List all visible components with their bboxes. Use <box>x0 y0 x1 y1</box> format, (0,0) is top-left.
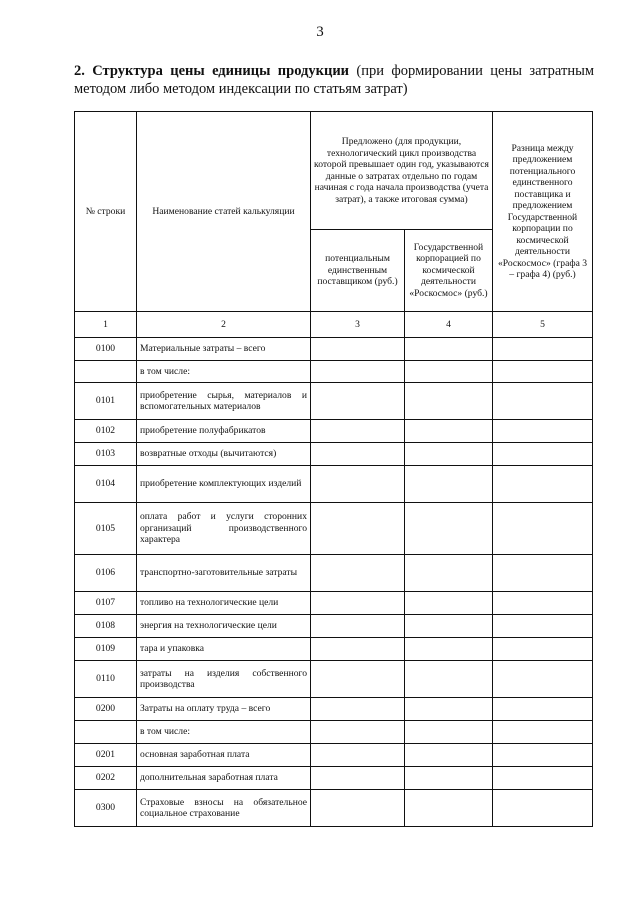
cell-difference <box>493 698 593 721</box>
table-row <box>75 661 593 698</box>
cell-roscosmos <box>405 592 493 615</box>
cell-roscosmos <box>405 790 493 827</box>
cell-supplier <box>311 790 405 827</box>
section-title <box>74 62 594 98</box>
cell-supplier <box>311 503 405 555</box>
header-item-name: Наименование статей калькуляции <box>137 112 311 312</box>
cell-supplier <box>311 661 405 698</box>
row-code: 0101 <box>75 383 137 420</box>
cell-difference <box>493 555 593 592</box>
table-row <box>75 443 593 466</box>
price-structure-table <box>74 111 593 827</box>
cell-roscosmos <box>405 661 493 698</box>
cell-roscosmos <box>405 615 493 638</box>
table-row <box>75 615 593 638</box>
row-code: 0109 <box>75 638 137 661</box>
row-code: 0104 <box>75 466 137 503</box>
cell-difference <box>493 338 593 361</box>
row-code: 0108 <box>75 615 137 638</box>
cell-difference <box>493 383 593 420</box>
table-row <box>75 466 593 503</box>
row-name: транспортно-заготовительные затраты <box>137 555 311 592</box>
table-row <box>75 361 593 383</box>
row-code: 0105 <box>75 503 137 555</box>
cell-supplier <box>311 721 405 744</box>
cell-difference <box>493 615 593 638</box>
row-code: 0100 <box>75 338 137 361</box>
cell-supplier <box>311 767 405 790</box>
cell-supplier <box>311 744 405 767</box>
row-code: 0200 <box>75 698 137 721</box>
cell-roscosmos <box>405 721 493 744</box>
row-code <box>75 361 137 383</box>
cell-difference <box>493 790 593 827</box>
cell-roscosmos <box>405 361 493 383</box>
cell-supplier <box>311 638 405 661</box>
row-name: приобретение комплектующих изделий <box>137 466 311 503</box>
cell-supplier <box>311 420 405 443</box>
table-row <box>75 698 593 721</box>
cell-difference <box>493 443 593 466</box>
cell-difference <box>493 503 593 555</box>
header-row-number: № строки <box>75 112 137 312</box>
cell-supplier <box>311 555 405 592</box>
cell-supplier <box>311 592 405 615</box>
row-code: 0103 <box>75 443 137 466</box>
row-code: 0110 <box>75 661 137 698</box>
cell-roscosmos <box>405 698 493 721</box>
cell-supplier <box>311 466 405 503</box>
cell-difference <box>493 361 593 383</box>
cell-roscosmos <box>405 420 493 443</box>
table-row <box>75 503 593 555</box>
cell-roscosmos <box>405 555 493 592</box>
cell-difference <box>493 721 593 744</box>
row-name: затраты на изделия собственного производства <box>137 661 311 698</box>
row-code: 0201 <box>75 744 137 767</box>
column-number-row <box>75 312 593 338</box>
table-row <box>75 420 593 443</box>
cell-difference <box>493 420 593 443</box>
cell-roscosmos <box>405 503 493 555</box>
column-number: 1 <box>75 312 137 338</box>
cell-difference <box>493 767 593 790</box>
cell-supplier <box>311 361 405 383</box>
page-number: 3 <box>316 24 324 40</box>
row-name: энергия на технологические цели <box>137 615 311 638</box>
row-name: дополнительная заработная плата <box>137 767 311 790</box>
table-row <box>75 767 593 790</box>
table-row <box>75 555 593 592</box>
section-title-bold: 2. Структура цены единицы продукции <box>74 63 350 79</box>
table-row <box>75 744 593 767</box>
column-number: 5 <box>493 312 593 338</box>
cell-difference <box>493 661 593 698</box>
table-row <box>75 338 593 361</box>
cell-difference <box>493 592 593 615</box>
cell-difference <box>493 744 593 767</box>
cell-roscosmos <box>405 744 493 767</box>
row-name: оплата работ и услуги сторонних организаций производственного характера <box>137 503 311 555</box>
row-name: в том числе: <box>137 361 311 383</box>
cell-roscosmos <box>405 767 493 790</box>
header-proposed-group: Предложено (для продукции, технологический цикл производства которой превышает один год, указываются данные о затратах отдельно по годам начиная с года начала производства (учета затрат), а также итоговая сумма) <box>311 112 493 230</box>
row-name: приобретение полуфабрикатов <box>137 420 311 443</box>
row-name: основная заработная плата <box>137 744 311 767</box>
table-row <box>75 638 593 661</box>
table-row <box>75 721 593 744</box>
table-row <box>75 790 593 827</box>
cell-supplier <box>311 443 405 466</box>
section-title-rest: (при формировании цены затратным методом либо методом индексации по статьям затрат) <box>74 63 594 97</box>
row-name: в том числе: <box>137 721 311 744</box>
cell-difference <box>493 638 593 661</box>
row-name: Страховые взносы на обязательное социальное страхование <box>137 790 311 827</box>
cell-difference <box>493 466 593 503</box>
table-row <box>75 592 593 615</box>
row-code: 0107 <box>75 592 137 615</box>
row-code: 0102 <box>75 420 137 443</box>
column-number: 4 <box>405 312 493 338</box>
row-code: 0106 <box>75 555 137 592</box>
cell-roscosmos <box>405 338 493 361</box>
table-row <box>75 383 593 420</box>
column-number: 3 <box>311 312 405 338</box>
header-roscosmos: Государственной корпорацией по космической деятельности «Роскосмос» (руб.) <box>405 230 493 312</box>
row-name: тара и упаковка <box>137 638 311 661</box>
cell-roscosmos <box>405 466 493 503</box>
cell-roscosmos <box>405 383 493 420</box>
cell-supplier <box>311 615 405 638</box>
header-supplier: потенциальным единственным поставщиком (руб.) <box>311 230 405 312</box>
row-code: 0202 <box>75 767 137 790</box>
column-number: 2 <box>137 312 311 338</box>
cell-supplier <box>311 698 405 721</box>
cell-roscosmos <box>405 443 493 466</box>
row-name: топливо на технологические цели <box>137 592 311 615</box>
row-name: Материальные затраты – всего <box>137 338 311 361</box>
row-code <box>75 721 137 744</box>
cell-supplier <box>311 383 405 420</box>
row-name: возвратные отходы (вычитаются) <box>137 443 311 466</box>
row-name: приобретение сырья, материалов и вспомогательных материалов <box>137 383 311 420</box>
cell-roscosmos <box>405 638 493 661</box>
row-code: 0300 <box>75 790 137 827</box>
cell-supplier <box>311 338 405 361</box>
header-difference: Разница между предложением потенциального единственного поставщика и предложением Государственной корпорации по космической деятельности «Роскосмос» (графа 3 – графа 4) (руб.) <box>493 112 593 312</box>
row-name: Затраты на оплату труда – всего <box>137 698 311 721</box>
